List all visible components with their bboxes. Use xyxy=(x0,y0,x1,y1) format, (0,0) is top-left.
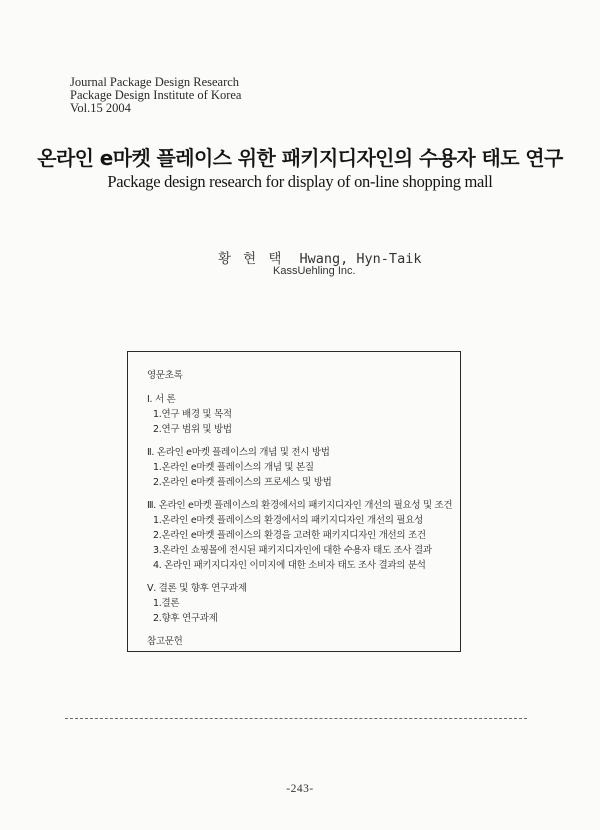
toc-section-heading: Ⅴ. 결론 및 향후 연구과제 xyxy=(147,583,247,594)
paper-title-korean: 온라인 e마켓 플레이스 위한 패키지디자인의 수용자 태도 연구 xyxy=(37,146,563,170)
toc-item: 2.온라인 e마켓 플레이스의 프로세스 및 방법 xyxy=(153,477,332,488)
toc-abstract: 영문초록 xyxy=(147,370,183,381)
author-name-english: Hwang, Hyn-Taik xyxy=(299,251,422,267)
author-line xyxy=(218,247,421,267)
toc-section-heading: Ⅱ. 온라인 e마켓 플레이스의 개념 및 전시 방법 xyxy=(147,447,330,458)
footer-divider xyxy=(65,718,527,719)
toc-section-3 xyxy=(147,498,462,573)
toc-item: 1.온라인 e마켓 플레이스의 개념 및 본질 xyxy=(153,462,314,473)
author-affiliation: KassUehling Inc. xyxy=(273,265,356,277)
journal-header xyxy=(70,76,241,115)
toc-section-1 xyxy=(147,392,462,437)
toc-section-2 xyxy=(147,445,462,490)
toc-section-heading: Ⅰ. 서 론 xyxy=(147,394,176,405)
paper-title-english: Package design research for display of on-line shopping mall xyxy=(107,172,493,191)
toc-item: 1.결론 xyxy=(153,598,180,609)
toc-item: 1.온라인 e마켓 플레이스의 환경에서의 패키지디자인 개선의 필요성 xyxy=(153,515,424,526)
toc-item: 2.연구 범위 및 방법 xyxy=(153,424,232,435)
journal-institute: Package Design Institute of Korea xyxy=(70,88,242,102)
toc-references: 참고문헌 xyxy=(147,636,183,647)
journal-name: Journal Package Design Research xyxy=(70,75,240,89)
toc-item: 2.향후 연구과제 xyxy=(153,613,218,624)
author-name-korean: 황 현 택 xyxy=(218,251,284,267)
toc-item: 1.연구 배경 및 목적 xyxy=(153,409,232,420)
table-of-contents xyxy=(147,367,462,649)
page-number: -243- xyxy=(286,783,314,795)
toc-section-heading: Ⅲ. 온라인 e마켓 플레이스의 환경에서의 패키지디자인 개선의 필요성 및 조건 xyxy=(147,500,453,511)
journal-volume: Vol.15 2004 xyxy=(70,101,131,115)
toc-item: 4. 온라인 패키지디자인 이미지에 대한 소비자 태도 조사 결과의 분석 xyxy=(153,560,426,571)
toc-item: 3.온라인 쇼핑몰에 전시된 패키지디자인에 대한 수용자 태도 조사 결과 xyxy=(153,545,432,556)
table-of-contents-box xyxy=(127,351,461,652)
toc-section-5 xyxy=(147,581,462,626)
toc-item: 2.온라인 e마켓 플레이스의 환경을 고려한 패키지디자인 개선의 조건 xyxy=(153,530,426,541)
